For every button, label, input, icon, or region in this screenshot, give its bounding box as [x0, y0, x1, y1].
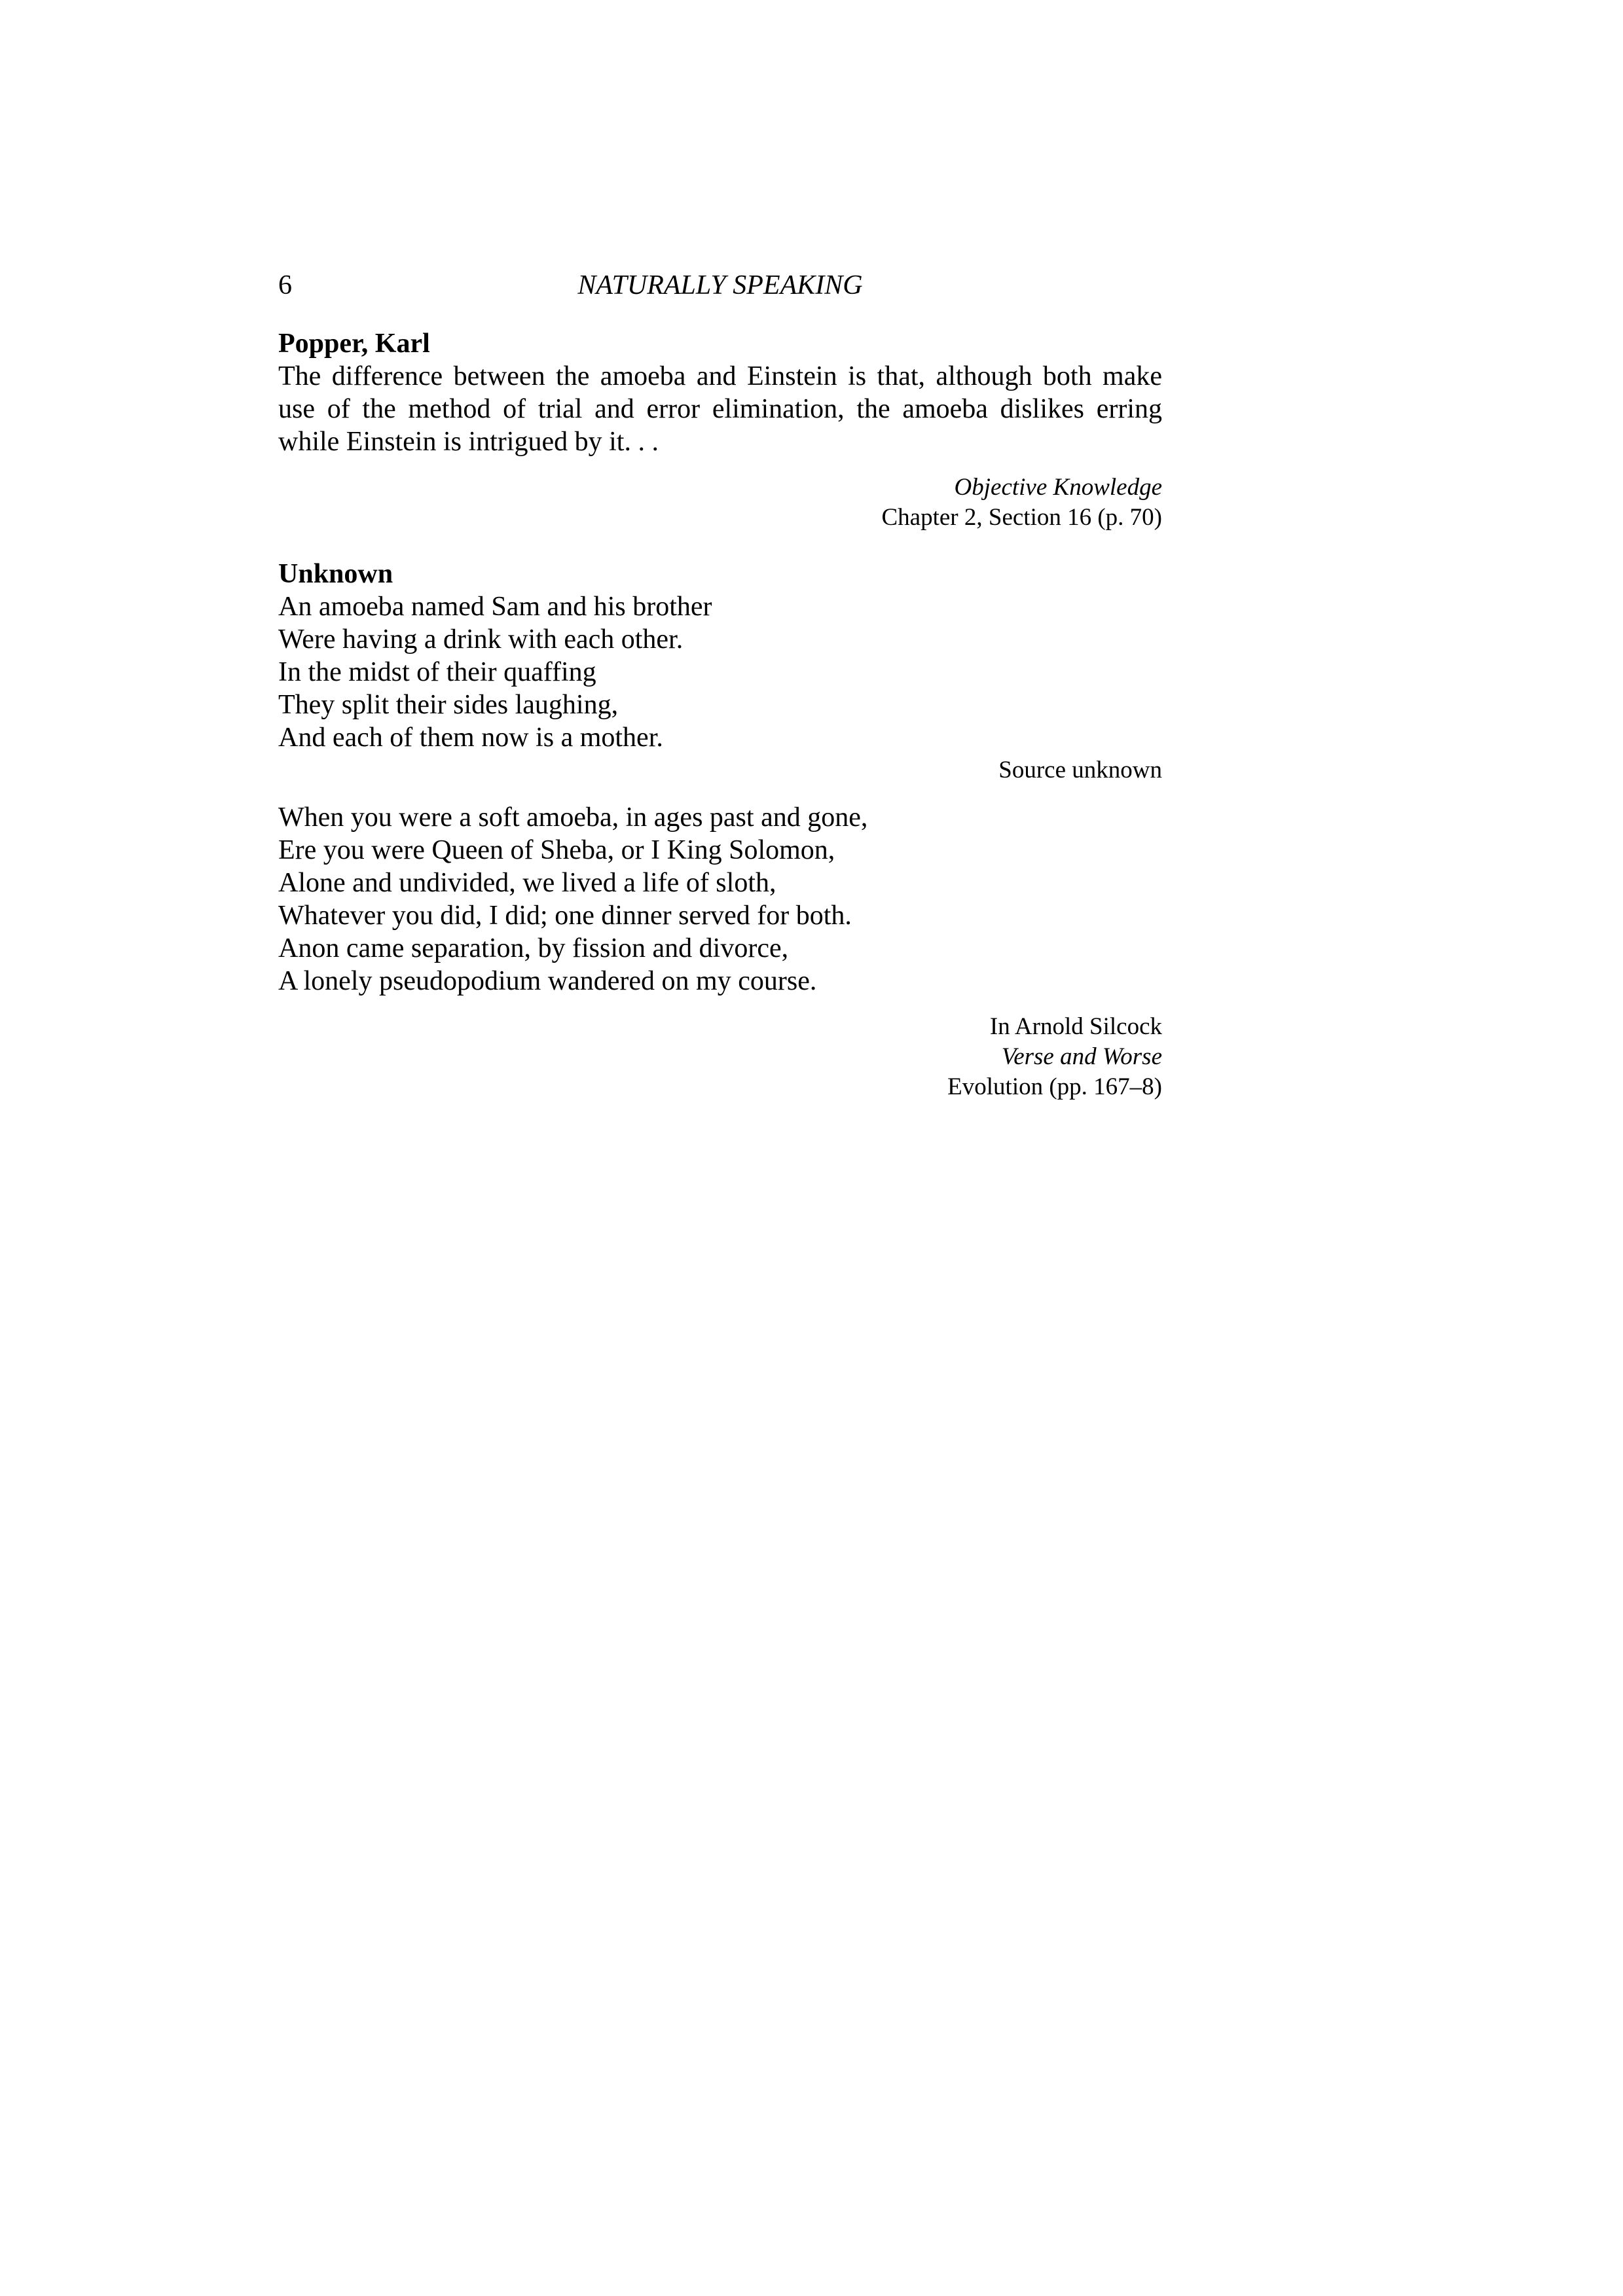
citation-work: Objective Knowledge [954, 474, 1162, 501]
verse-line: A lonely pseudopodium wandered on my course. [278, 966, 817, 996]
citation [278, 755, 1162, 785]
citation-location: Chapter 2, Section 16 (p. 70) [881, 504, 1162, 531]
entry-silcock [278, 801, 1162, 1102]
citation-source: Source unknown [998, 757, 1162, 783]
verse [278, 801, 1162, 997]
verse-line: An amoeba named Sam and his brother [278, 592, 712, 622]
running-title: NATURALLY SPEAKING [577, 270, 863, 300]
entry-author: Popper, Karl [278, 329, 430, 359]
entry-author: Unknown [278, 559, 393, 589]
verse-line: Anon came separation, by fission and divorce, [278, 933, 789, 963]
citation-work: Verse and Worse [1001, 1043, 1162, 1070]
entry-unknown [278, 558, 1162, 785]
page-number: 6 [278, 270, 292, 300]
page-header [278, 267, 1162, 304]
verse-line: And each of them now is a mother. [278, 723, 663, 753]
verse-line: Were having a drink with each other. [278, 624, 684, 655]
citation-editor: In Arnold Silcock [989, 1013, 1162, 1040]
quote-text: The difference between the amoeba and Einstein is that, although both make use of the method of trial and error elimination, the amoeba dislikes erring while Einstein is intrigued by it. . . [278, 361, 1162, 457]
verse [278, 590, 1162, 754]
verse-line: They split their sides laughing, [278, 690, 619, 720]
verse-line: Alone and undivided, we lived a life of sloth, [278, 868, 776, 898]
citation [278, 473, 1162, 533]
citation [278, 1012, 1162, 1102]
verse-line: Ere you were Queen of Sheba, or I King Solomon, [278, 835, 835, 865]
verse-line: Whatever you did, I did; one dinner served for both. [278, 901, 852, 931]
citation-location: Evolution (pp. 167–8) [947, 1073, 1162, 1100]
verse-line: When you were a soft amoeba, in ages past and gone, [278, 802, 868, 833]
entry-popper [278, 327, 1162, 533]
verse-line: In the midst of their quaffing [278, 657, 596, 687]
